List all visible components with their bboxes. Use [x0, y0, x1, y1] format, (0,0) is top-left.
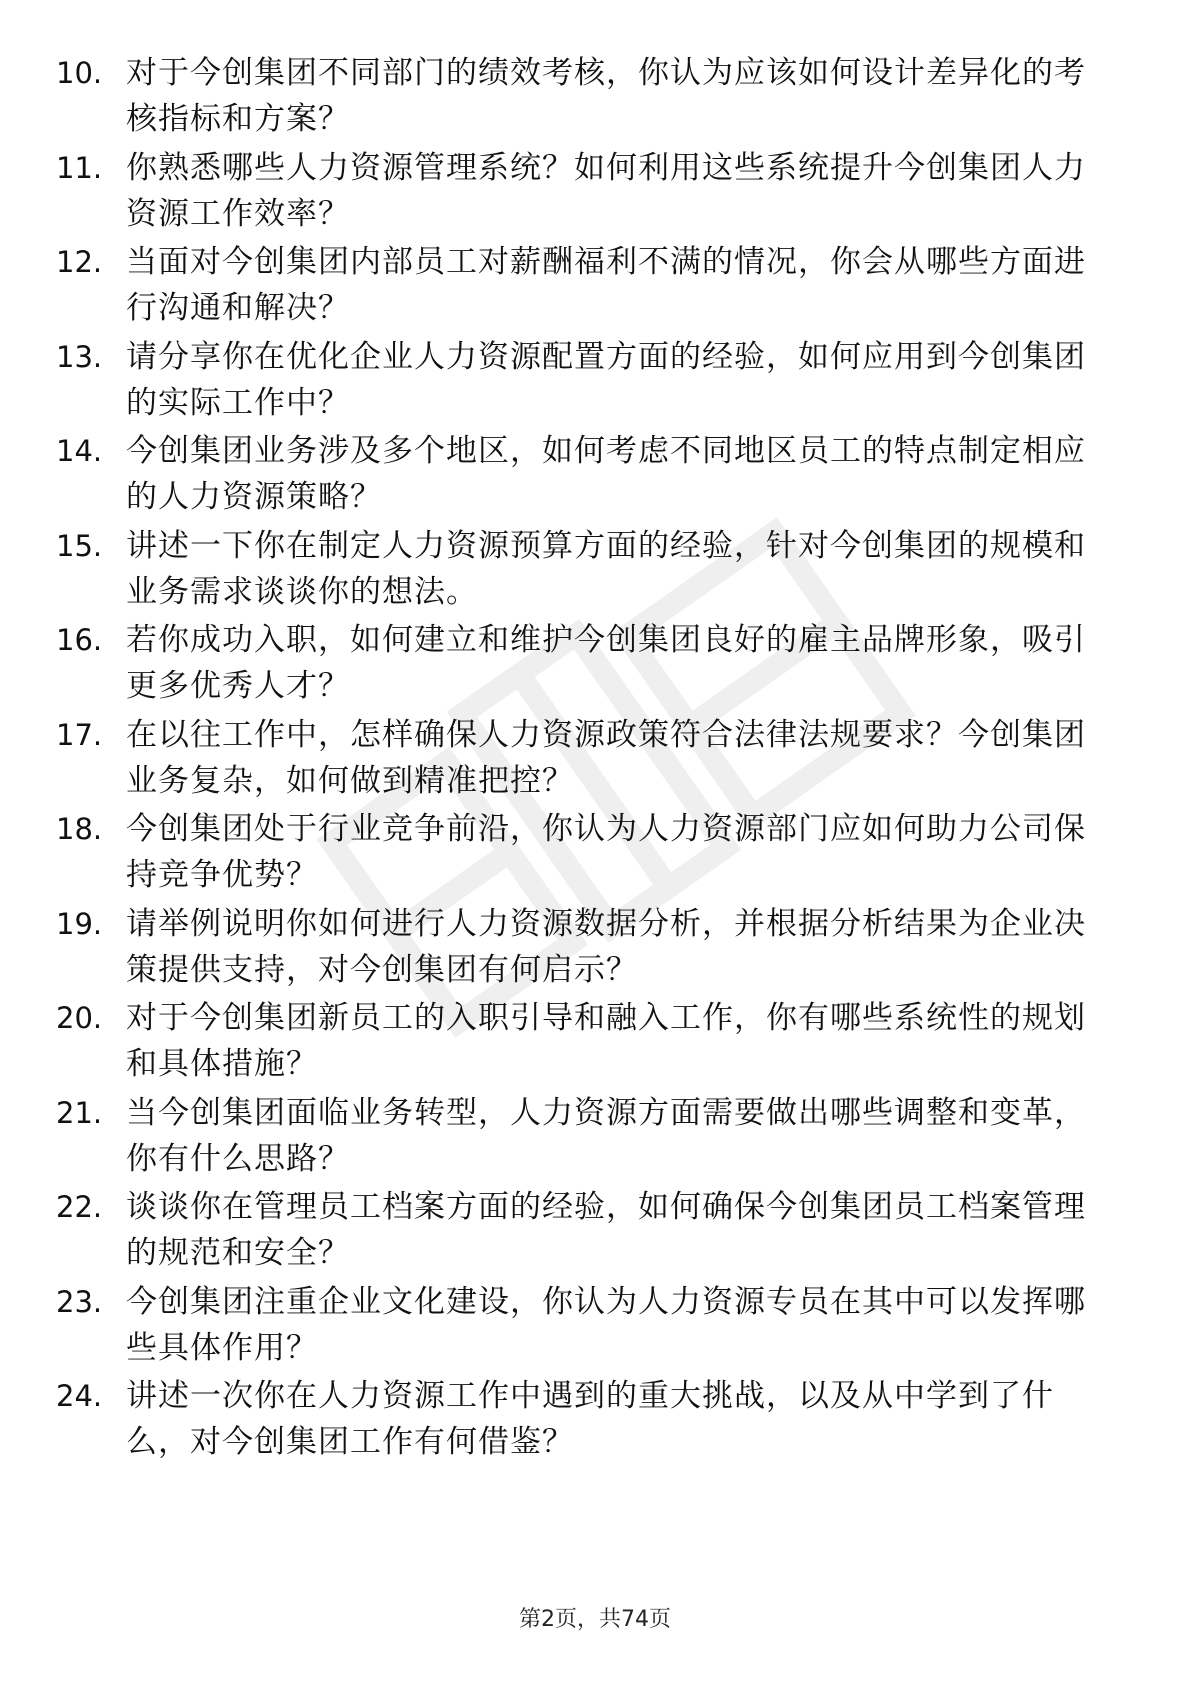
question-item — [56, 1373, 1116, 1468]
question-number: 10. — [56, 56, 103, 90]
question-item — [56, 334, 1116, 429]
question-number: 20. — [56, 1001, 103, 1035]
question-text: 谈谈你在管理员工档案方面的经验，如何确保今创集团员工档案管理的规范和安全？ — [126, 1189, 1086, 1271]
question-text: 对于今创集团不同部门的绩效考核，你认为应该如何设计差异化的考核指标和方案？ — [126, 55, 1086, 137]
question-text: 请分享你在优化企业人力资源配置方面的经验，如何应用到今创集团的实际工作中？ — [126, 338, 1086, 421]
question-item — [56, 1090, 1116, 1185]
question-item — [56, 617, 1116, 712]
question-number: 15. — [56, 528, 103, 563]
question-text: 你熟悉哪些人力资源管理系统？如何利用这些系统提升今创集团人力资源工作效率？ — [126, 149, 1086, 232]
question-item — [56, 523, 1116, 618]
question-list — [56, 50, 1116, 1468]
question-number: 11. — [56, 150, 103, 185]
question-number: 16. — [56, 623, 103, 657]
question-text: 讲述一次你在人力资源工作中遇到的重大挑战，以及从中学到了什么，对今创集团工作有何借鉴？ — [126, 1378, 1054, 1460]
question-text: 当今创集团面临业务转型，人力资源方面需要做出哪些调整和变革，你有什么思路？ — [126, 1094, 1086, 1177]
question-number: 17. — [56, 717, 103, 752]
question-text: 当面对今创集团内部员工对薪酬福利不满的情况，你会从哪些方面进行沟通和解决？ — [126, 244, 1086, 326]
question-item — [56, 239, 1116, 334]
question-number: 18. — [56, 812, 103, 846]
question-number: 12. — [56, 245, 103, 279]
question-item — [56, 901, 1116, 996]
question-text: 今创集团处于行业竞争前沿，你认为人力资源部门应如何助力公司保持竞争优势？ — [126, 811, 1086, 893]
question-text: 若你成功入职，如何建立和维护今创集团良好的雇主品牌形象，吸引更多优秀人才？ — [126, 622, 1086, 704]
question-item — [56, 145, 1116, 240]
question-text: 今创集团业务涉及多个地区，如何考虑不同地区员工的特点制定相应的人力资源策略？ — [126, 433, 1086, 515]
question-number: 21. — [56, 1095, 103, 1130]
question-text: 在以往工作中，怎样确保人力资源政策符合法律法规要求？今创集团业务复杂，如何做到精准把控？ — [126, 716, 1086, 799]
page-footer — [0, 1605, 1190, 1635]
question-number: 22. — [56, 1190, 103, 1224]
question-item — [56, 1184, 1116, 1279]
question-item — [56, 712, 1116, 807]
question-text: 讲述一下你在制定人力资源预算方面的经验，针对今创集团的规模和业务需求谈谈你的想法。 — [126, 527, 1086, 610]
question-number: 14. — [56, 434, 103, 468]
question-item — [56, 995, 1116, 1090]
question-number: 19. — [56, 906, 103, 941]
question-number: 13. — [56, 339, 103, 374]
question-item — [56, 50, 1116, 145]
question-text: 请举例说明你如何进行人力资源数据分析，并根据分析结果为企业决策提供支持，对今创集团有何启示？ — [126, 905, 1086, 988]
page-number-label: 第2页，共74页 — [519, 1607, 671, 1632]
question-item — [56, 428, 1116, 523]
question-item — [56, 806, 1116, 901]
question-text: 对于今创集团新员工的入职引导和融入工作，你有哪些系统性的规划和具体措施？ — [126, 1000, 1086, 1082]
question-number: 23. — [56, 1284, 103, 1319]
question-item — [56, 1279, 1116, 1374]
question-number: 24. — [56, 1379, 103, 1413]
question-text: 今创集团注重企业文化建设，你认为人力资源专员在其中可以发挥哪些具体作用？ — [126, 1283, 1086, 1366]
